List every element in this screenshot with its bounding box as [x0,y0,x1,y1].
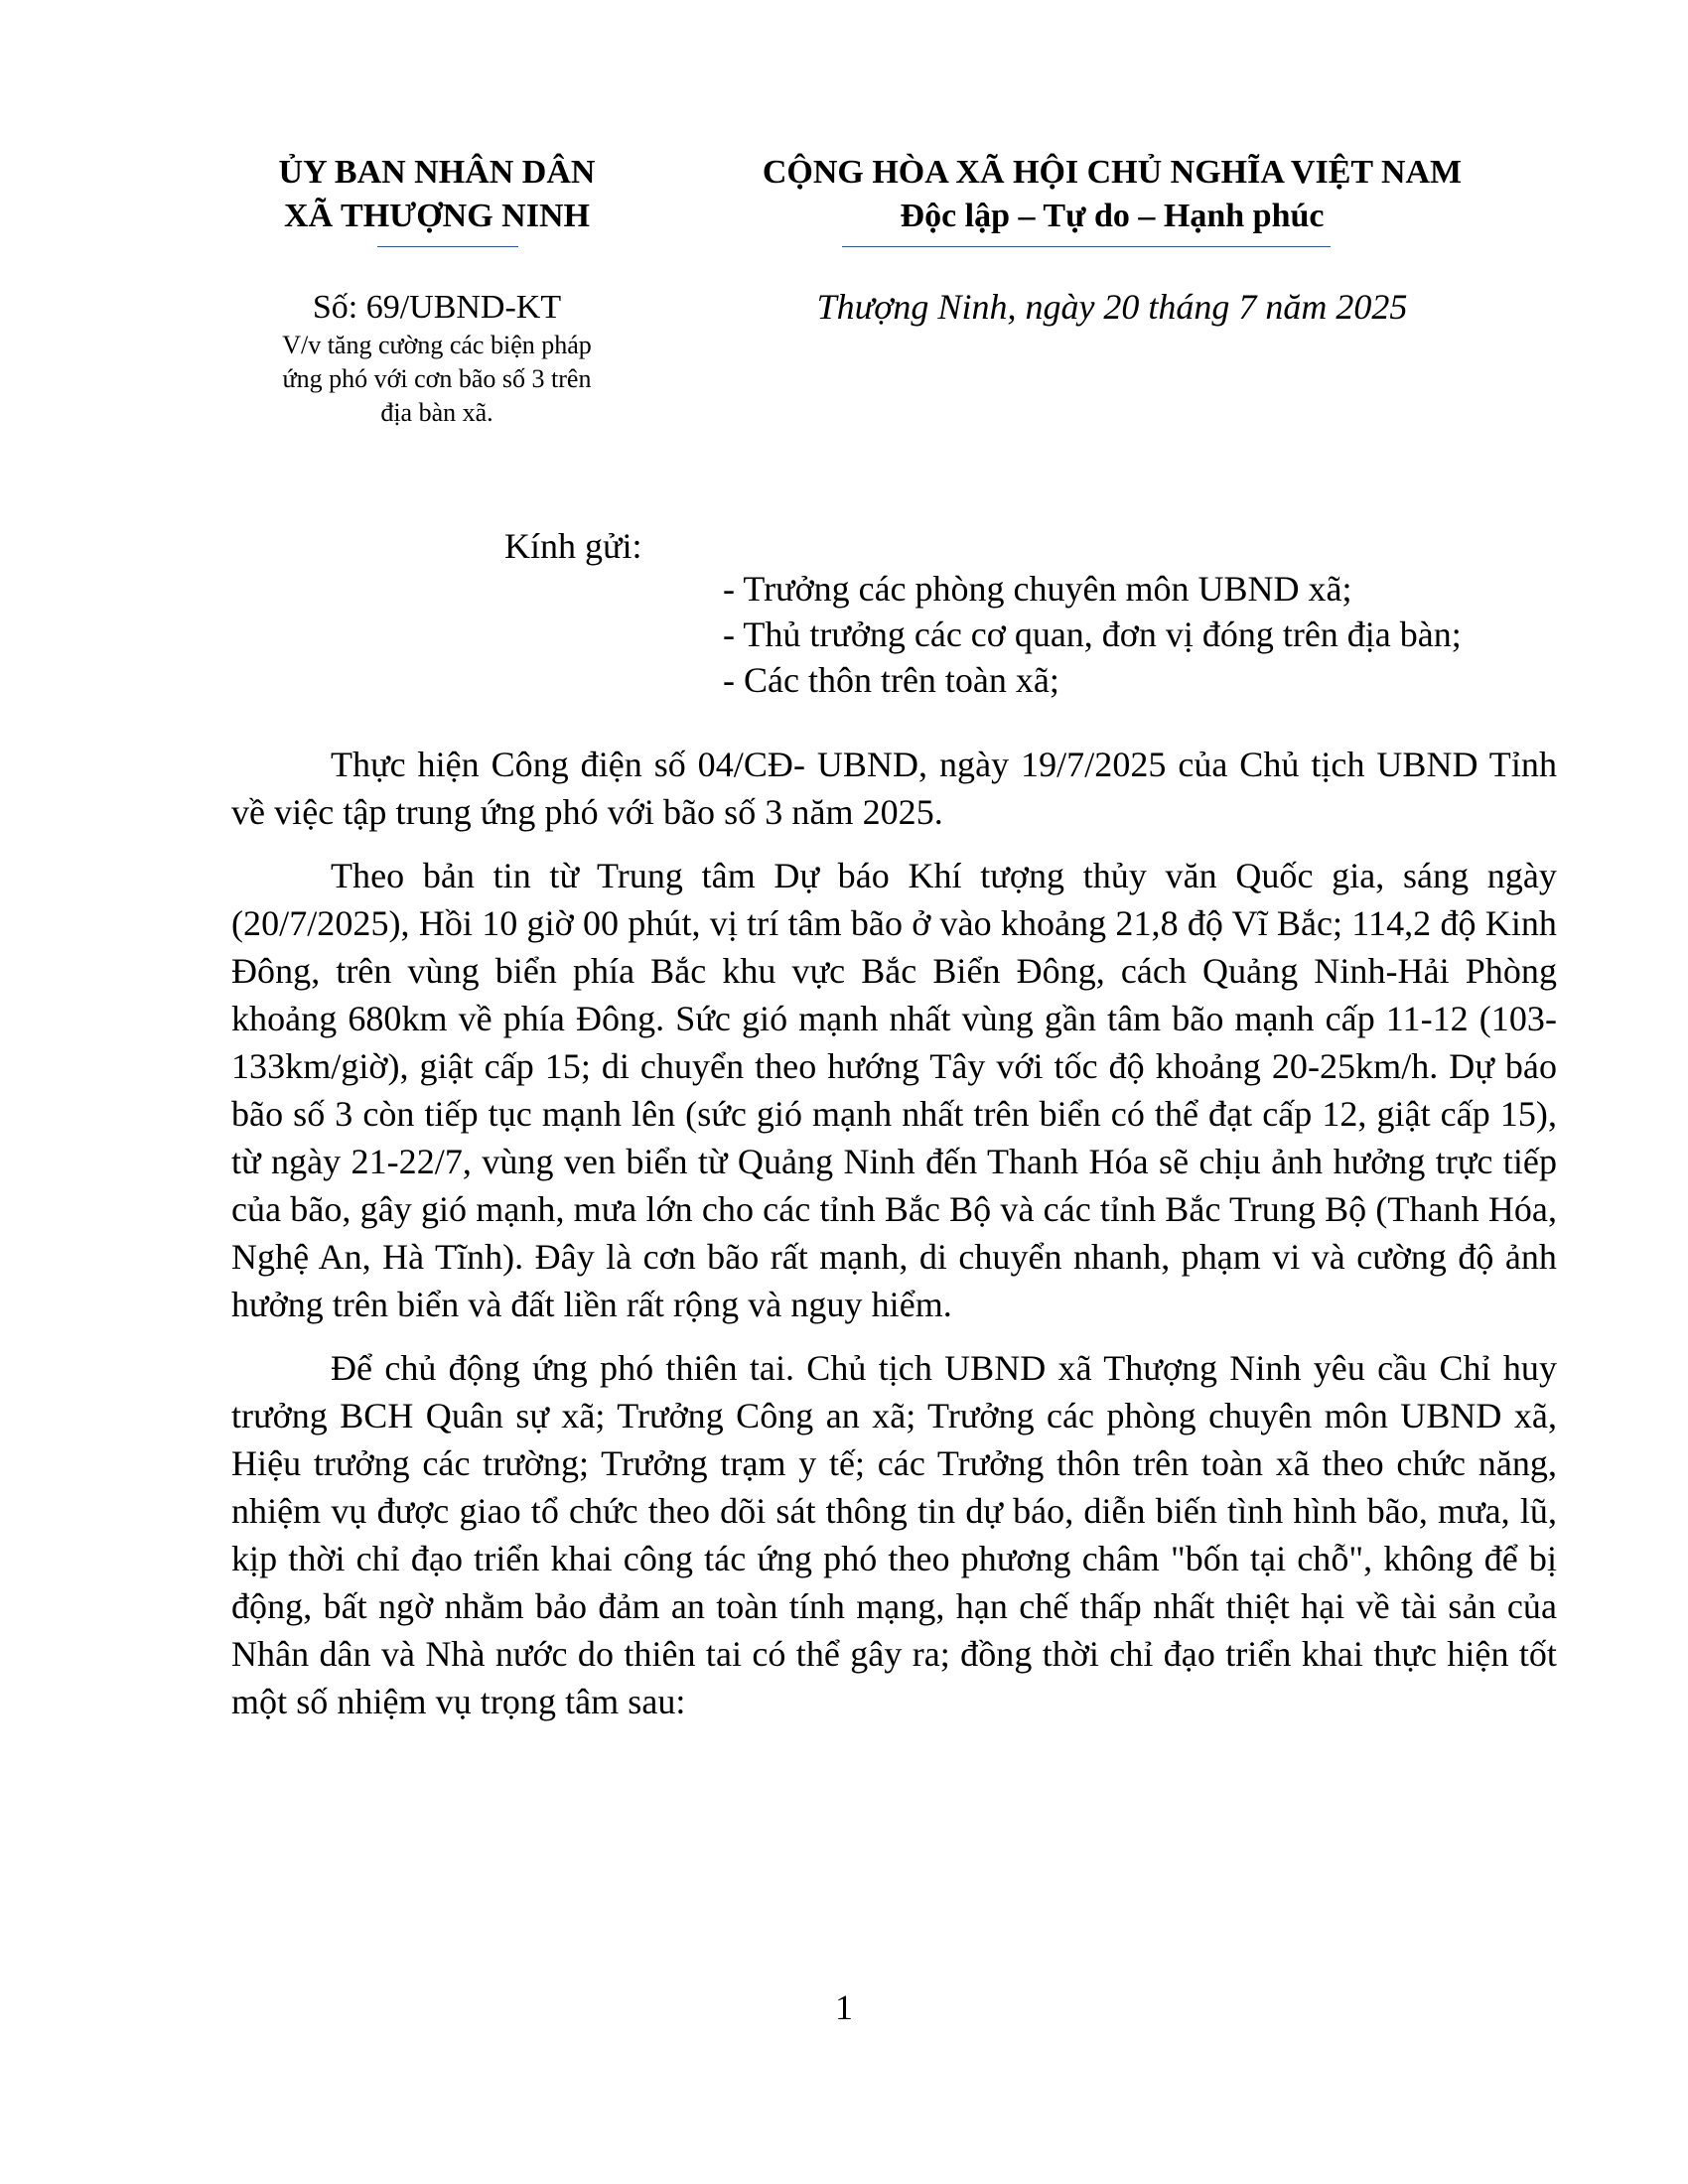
recipients-label: Kính gửi: [504,526,642,566]
body-paragraph: Để chủ động ứng phó thiên tai. Chủ tịch UBND xã Thượng Ninh yêu cầu Chỉ huy trưởng BCH Quân sự xã; Trưởng Công an xã; Trưởng các phòng chuyên môn UBND xã, Hiệu trưởng các trường; Trưởng trạm y tế; các Trưởng thôn trên toàn xã theo chức năng, nhiệm vụ được giao tổ chức theo dõi sát thông tin dự báo, diễn biến tình hình bão, mưa, lũ, kịp thời chỉ đạo triển khai công tác ứng phó theo phương châm "bốn tại chỗ", không để bị động, bất ngờ nhằm bảo đảm an toàn tính mạng, hạn chế thấp nhất thiệt hại về tài sản của Nhân dân và Nhà nước do thiên tai có thể gây ra; đồng thời chỉ đạo triển khai thực hiện tốt một số nhiệm vụ trọng tâm sau: [231,1348,1557,1721]
body-paragraph: Thực hiện Công điện số 04/CĐ- UBND, ngày 19/7/2025 của Chủ tịch UBND Tỉnh về việc tập trung ứng phó với bão số 3 năm 2025. [231,745,1557,832]
issuing-authority [228,151,645,238]
recipient-item: - Các thôn trên toàn xã; [723,660,1059,700]
national-title: CỘNG HÒA XÃ HỘI CHỦ NGHĨA VIỆT NAM [762,154,1463,191]
authority-name-line2: XÃ THƯỢNG NINH [284,198,590,234]
place-and-date: Thượng Ninh, ngày 20 tháng 7 năm 2025 [816,287,1408,327]
body-paragraph: Theo bản tin từ Trung tâm Dự báo Khí tượng thủy văn Quốc gia, sáng ngày (20/7/2025), Hồi 10 giờ 00 phút, vị trí tâm bão ở vào khoảng 21,8 độ Vĩ Bắc; 114,2 độ Kinh Đông, trên vùng biển phía Bắc khu vực Bắc Biển Đông, cách Quảng Ninh-Hải Phòng khoảng 680km về phía Đông. Sức gió mạnh nhất vùng gần tâm bão mạnh cấp 11-12 (103-133km/giờ), giật cấp 15; di chuyển theo hướng Tây với tốc độ khoảng 20-25km/h. Dự báo bão số 3 còn tiếp tục mạnh lên (sức gió mạnh nhất trên biển có thể đạt cấp 12, giật cấp 15), từ ngày 21-22/7, vùng ven biển từ Quảng Ninh đến Thanh Hóa sẽ chịu ảnh hưởng trực tiếp của bão, gây gió mạnh, mưa lớn cho các tỉnh Bắc Bộ và các tỉnh Bắc Trung Bộ (Thanh Hóa, Nghệ An, Hà Tĩnh). Đây là cơn bão rất mạnh, di chuyển nhanh, phạm vi và cường độ ảnh hưởng trên biển và đất liền rất rộng và nguy hiểm. [231,856,1557,1324]
recipient-item: - Thủ trưởng các cơ quan, đơn vị đóng trên địa bàn; [723,614,1462,654]
subject-line: địa bàn xã. [380,398,493,427]
recipient-item: - Trưởng các phòng chuyên môn UBND xã; [723,569,1352,609]
subject-line: V/v tăng cường các biện pháp [282,331,592,359]
subject-line: ứng phó với cơn bão số 3 trên [282,364,592,393]
authority-underline [377,246,518,247]
recipients-list [723,566,1462,703]
document-number: Số: 69/UBND-KT [312,289,562,326]
national-motto: Độc lập – Tự do – Hạnh phúc [900,198,1325,234]
national-header [685,151,1539,238]
authority-name-line1: ỦY BAN NHÂN DÂN [278,154,596,191]
document-subject [248,329,626,430]
page-number: 1 [835,1987,853,2027]
document-body [231,741,1557,1741]
motto-underline [842,246,1331,247]
